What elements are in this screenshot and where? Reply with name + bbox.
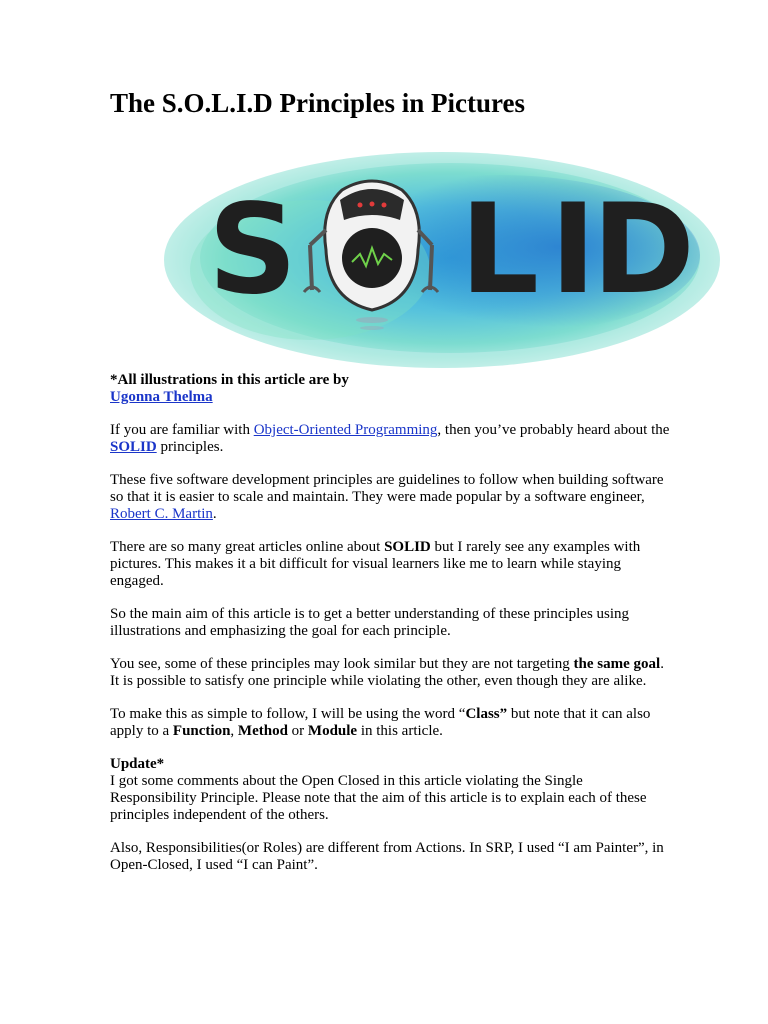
- paragraph-similar: [110, 656, 670, 690]
- update-heading: Update*: [110, 756, 165, 772]
- text-span: If you are familiar with: [110, 422, 254, 438]
- solid-hero-illustration: [160, 150, 728, 380]
- text-span: , then you’ve probably heard about the: [437, 422, 670, 438]
- paragraph-principles: [110, 472, 670, 523]
- text-span: but note that it can also apply to a: [110, 706, 651, 739]
- text-span: .: [212, 506, 217, 522]
- text-span: principles.: [156, 439, 224, 455]
- text-span: To make this as simple to follow, I will be using the word “: [110, 706, 466, 722]
- logo-letter-i: I: [550, 178, 597, 322]
- text-span: There are so many great articles online about: [110, 539, 385, 555]
- paragraph-aim: So the main aim of this article is to get a better understanding of these principles using illustrations and emphasizing the goal for each principle.: [110, 606, 630, 639]
- logo-letter-s: S: [208, 178, 298, 322]
- bold-text: Method: [237, 723, 288, 739]
- bold-text: Function: [172, 723, 231, 739]
- text-span: You see, some of these principles may look similar but they are not targeting: [110, 656, 574, 672]
- text-span: or: [287, 723, 308, 739]
- update-text: I got some comments about the Open Closed in this article violating the Single Responsibility Principle. Please note that the aim of this article is to explain each of these principles independent of the others.: [110, 773, 647, 823]
- credit-text: *All illustrations in this article are by: [110, 372, 349, 388]
- bold-text: SOLID: [384, 539, 431, 555]
- oop-link[interactable]: Object-Oriented Programming: [253, 422, 438, 438]
- text-span: in this article.: [357, 723, 443, 739]
- text-span: . It is possible to satisfy one principle while violating the other, even though they are alike.: [110, 656, 664, 689]
- page-title: The S.O.L.I.D Principles in Pictures: [110, 88, 526, 118]
- paragraph-class: [110, 706, 670, 740]
- illustration-credit: [110, 372, 670, 406]
- logo-letter-l: L: [460, 178, 540, 322]
- paragraph-responsibilities: Also, Responsibilities(or Roles) are different from Actions. In SRP, I used “I am Painter”, in Open-Closed, I used “I can Paint”.: [110, 840, 664, 873]
- text-span: ,: [230, 723, 238, 739]
- paragraph-intro: [110, 422, 670, 456]
- article-body: [110, 372, 670, 890]
- bold-text: the same goal: [573, 656, 661, 672]
- paragraph-articles: [110, 539, 670, 590]
- robert-martin-link[interactable]: Robert C. Martin: [110, 506, 213, 522]
- logo-letter-d: D: [592, 178, 695, 322]
- author-link[interactable]: Ugonna Thelma: [110, 389, 213, 405]
- paragraph-update: [110, 756, 670, 824]
- bold-text: Class”: [465, 706, 508, 722]
- solid-link[interactable]: SOLID: [110, 439, 157, 455]
- text-span: These five software development principles are guidelines to follow when building software so that it is easier to scale and maintain. They were made popular by a software engineer,: [110, 472, 664, 505]
- bold-text: Module: [307, 723, 358, 739]
- text-span: but I rarely see any examples with pictures. This makes it a bit difficult for visual learners like me to learn while staying engaged.: [110, 539, 641, 589]
